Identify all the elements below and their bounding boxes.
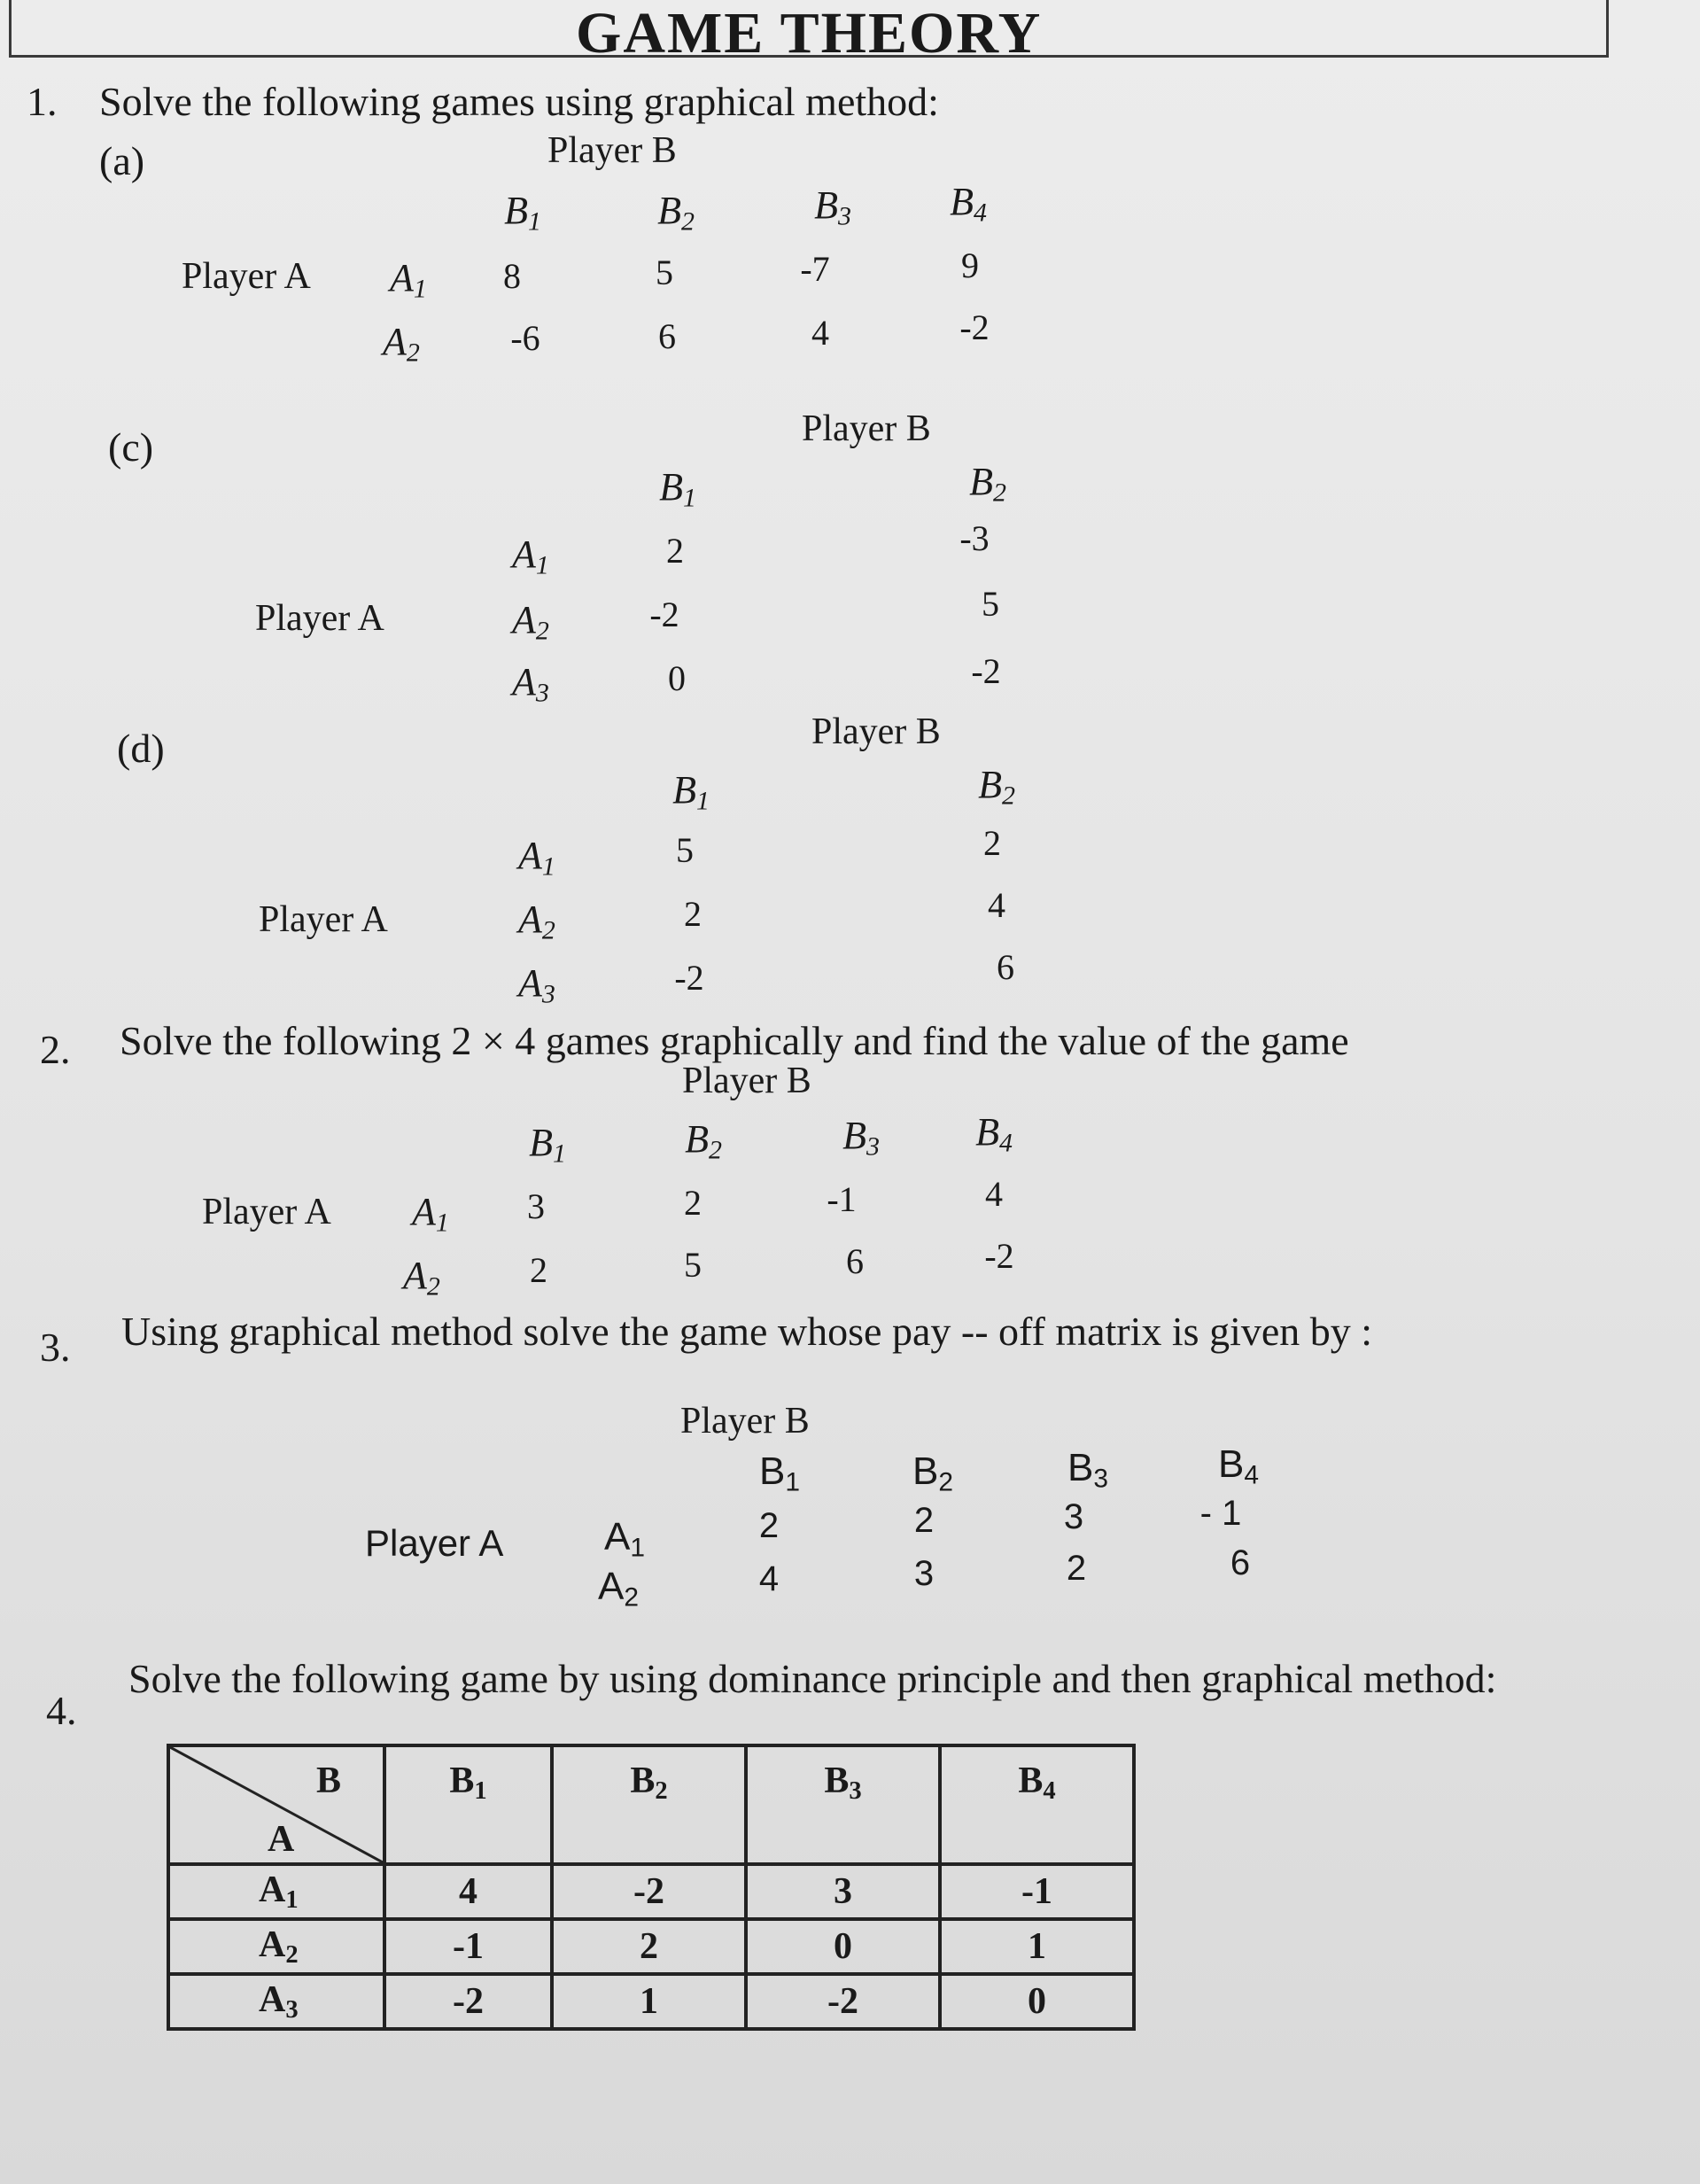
q2-cell: 2	[530, 1250, 547, 1290]
q2-cell: -2	[984, 1236, 1014, 1276]
q3-text: Using graphical method solve the game whose pay -- off matrix is given by :	[121, 1309, 1373, 1354]
q3-cell: 3	[1063, 1497, 1084, 1536]
q4-cell: -2	[552, 1864, 746, 1919]
q1a-col-b1: $B_1$	[504, 189, 541, 237]
q1c-player-a: Player A	[255, 598, 384, 639]
q1d-cell: 2	[684, 894, 702, 934]
q4-col-b4: $B_4$	[940, 1745, 1134, 1864]
q1d-cell: 6	[997, 947, 1014, 987]
q1c-row-a3: $A_3$	[512, 660, 549, 708]
q3-player-b: Player B	[680, 1401, 810, 1442]
q4-cell: 1	[552, 1974, 746, 2029]
q4-number: 4.	[46, 1688, 77, 1733]
q4-cell: 0	[940, 1974, 1134, 2029]
q3-cell: - 1	[1199, 1494, 1242, 1533]
q2-cell: 2	[684, 1183, 702, 1223]
q3-col-b1: $B_1$	[759, 1450, 800, 1497]
q2-cell: 4	[985, 1174, 1003, 1214]
q2-col-b2: $B_2$	[685, 1117, 722, 1165]
q1a-player-a: Player A	[182, 256, 311, 297]
q1a-player-b: Player B	[547, 130, 677, 171]
q2-col-b1: $B_1$	[529, 1121, 566, 1169]
q3-col-b2: $B_2$	[912, 1450, 953, 1497]
q1d-label: (d)	[117, 726, 165, 771]
q4-cell: -1	[384, 1919, 552, 1974]
q1a-cell: 9	[961, 245, 979, 285]
q1c-cell: -3	[959, 518, 990, 558]
q1d-player-b: Player B	[811, 711, 941, 752]
q1c-cell: 0	[668, 658, 686, 698]
table-row	[168, 1864, 1134, 1919]
q3-player-a: Player A	[365, 1522, 504, 1564]
q1a-cell: 8	[503, 256, 521, 296]
q1-text: Solve the following games using graphical method:	[99, 79, 939, 124]
q3-col-b3: $B_3$	[1067, 1446, 1108, 1494]
q3-row-a1: $A_1$	[604, 1515, 645, 1563]
q1a-cell: 4	[811, 313, 829, 353]
q1d-col-b2: $B_2$	[978, 763, 1015, 811]
q1d-cell: 5	[676, 830, 694, 870]
q1c-cell: 5	[982, 584, 999, 624]
q1a-label: (a)	[99, 138, 145, 183]
q2-cell: 5	[684, 1245, 702, 1285]
table-row	[168, 1974, 1134, 2029]
q1a-row-a1: $A_1$	[390, 256, 427, 304]
q4-corner-cell	[168, 1745, 384, 1864]
q4-corner-b: B	[316, 1760, 342, 1801]
q1a-col-b4: $B_4$	[950, 180, 987, 228]
q4-cell: 2	[552, 1919, 746, 1974]
q3-row-a2: $A_2$	[598, 1565, 639, 1613]
q3-cell: 2	[758, 1506, 780, 1545]
q1c-row-a1: $A_1$	[512, 532, 549, 580]
q2-col-b3: $B_3$	[842, 1114, 880, 1162]
q1c-label: (c)	[108, 424, 154, 470]
q2-text: Solve the following 2 × 4 games graphically and find the value of the game	[120, 1018, 1349, 1063]
q2-number: 2.	[40, 1027, 71, 1072]
q4-text: Solve the following game by using dominance principle and then graphical method:	[128, 1656, 1497, 1701]
q1d-col-b1: $B_1$	[672, 768, 710, 816]
q3-cell: 3	[913, 1554, 935, 1593]
q4-col-b2: $B_2$	[552, 1745, 746, 1864]
q1a-col-b3: $B_3$	[814, 183, 851, 231]
q2-row-a2: $A_2$	[403, 1254, 440, 1302]
q1d-cell: 2	[983, 823, 1001, 863]
q4-row-a3: $A_3$	[168, 1974, 384, 2029]
q1-number: 1.	[27, 79, 58, 124]
q4-corner-a: A	[268, 1819, 295, 1860]
q3-col-b4: $B_4$	[1218, 1442, 1259, 1490]
q2-cell: -1	[827, 1179, 857, 1219]
q1d-row-a3: $A_3$	[518, 961, 555, 1009]
q1d-row-a2: $A_2$	[518, 898, 555, 945]
q4-row-a1: $A_1$	[168, 1864, 384, 1919]
q2-player-b: Player B	[682, 1061, 811, 1101]
q3-cell: 2	[913, 1501, 935, 1540]
q1d-cell: -2	[674, 958, 704, 998]
q4-col-b1: $B_1$	[384, 1745, 552, 1864]
q1c-col-b1: $B_1$	[659, 465, 696, 513]
q4-cell: -2	[746, 1974, 940, 2029]
q4-cell: 3	[746, 1864, 940, 1919]
q2-row-a1: $A_1$	[412, 1190, 449, 1238]
q1c-player-b: Player B	[802, 408, 931, 449]
table-row	[168, 1919, 1134, 1974]
q1c-cell: 2	[666, 531, 684, 571]
q1c-cell: -2	[649, 595, 679, 634]
q3-cell: 4	[758, 1559, 780, 1598]
q4-cell: 1	[940, 1919, 1134, 1974]
q3-cell: 6	[1230, 1543, 1251, 1582]
q1c-row-a2: $A_2$	[512, 598, 549, 646]
q1c-col-b2: $B_2$	[969, 460, 1006, 508]
q1a-row-a2: $A_2$	[383, 320, 420, 368]
page-title: GAME THEORY	[576, 1, 1043, 66]
q1a-col-b2: $B_2$	[657, 189, 695, 237]
q4-col-b3: $B_3$	[746, 1745, 940, 1864]
q3-cell: 2	[1066, 1549, 1087, 1588]
q2-cell: 3	[527, 1186, 545, 1226]
q2-col-b4: $B_4$	[975, 1110, 1013, 1158]
q1a-cell: 6	[658, 316, 676, 356]
q1a-cell: -6	[510, 318, 540, 358]
q1a-cell: -2	[959, 307, 990, 347]
q1a-cell: -7	[800, 249, 830, 289]
q4-row-a2: $A_2$	[168, 1919, 384, 1974]
q1d-player-a: Player A	[259, 899, 388, 940]
q3-number: 3.	[40, 1325, 71, 1370]
q1c-cell: -2	[971, 651, 1001, 691]
q2-player-a: Player A	[202, 1192, 331, 1232]
q1d-cell: 4	[988, 885, 1005, 925]
q4-cell: -2	[384, 1974, 552, 2029]
q4-cell: 4	[384, 1864, 552, 1919]
q1d-row-a1: $A_1$	[518, 834, 555, 882]
q4-cell: 0	[746, 1919, 940, 1974]
q2-cell: 6	[846, 1241, 864, 1281]
q4-cell: -1	[940, 1864, 1134, 1919]
q4-payoff-table	[167, 1744, 1136, 2031]
q1a-cell: 5	[656, 253, 673, 292]
